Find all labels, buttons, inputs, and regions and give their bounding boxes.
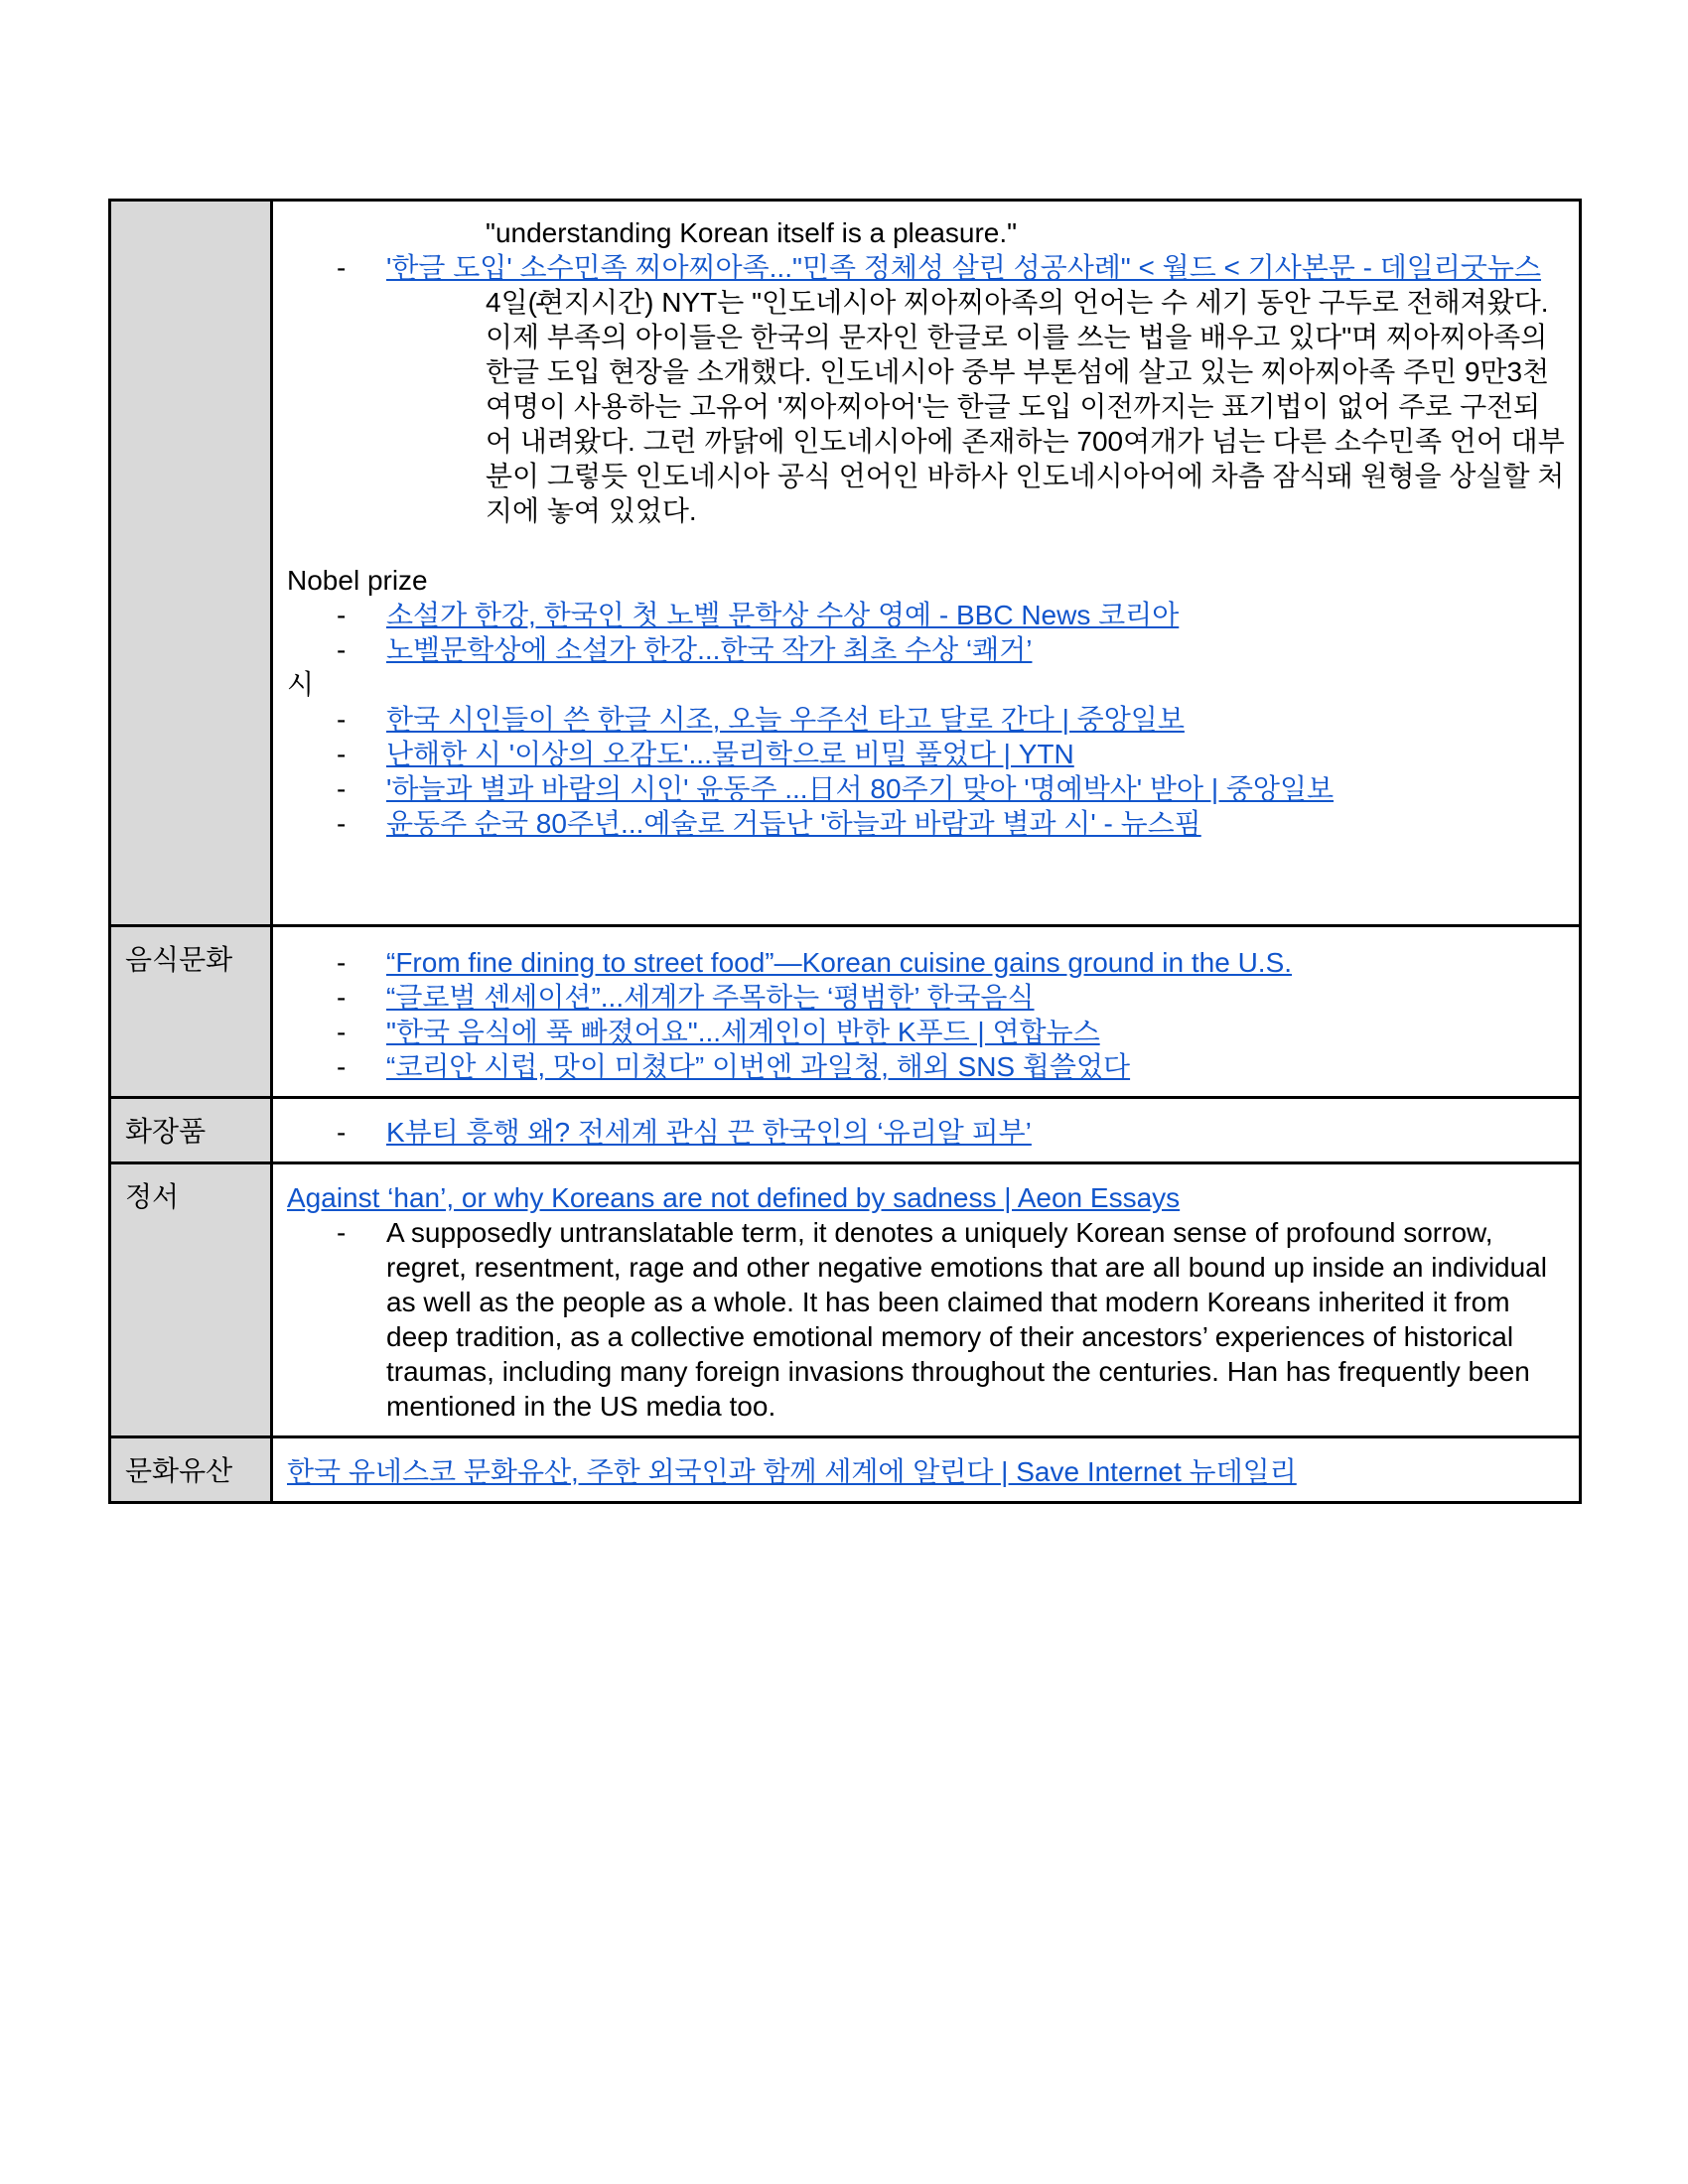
list-item [287,598,1565,632]
row-label-food: 음식문화 [110,926,272,1098]
link-jjiajjia[interactable]: '한글 도입' 소수민족 찌아찌아족..."민족 정체성 살린 성공사례" < 월드 < 기사본문 - 데일리굿뉴스 [386,252,1542,283]
content-table [108,199,1582,1504]
list-item [287,980,1565,1015]
poem-links [287,702,1565,841]
link-food-global[interactable]: “글로벌 센세이션”...세계가 주목하는 ‘평범한’ 한국음식 [386,982,1035,1013]
list-item [287,737,1565,771]
han-description: A supposedly untranslatable term, it denotes a uniquely Korean sense of profound sorrow, regret, resentment, rage and other negative emotions that are all bound up inside an individual as well as the people as a whole. It has been claimed that modern Koreans inherited it from deep tradition, as a collective emotional memory of their ancestors’ experiences of historical traumas, including many foreign invasions throughout the centuries. Han has frequently been mentioned in the US media too. [386,1217,1547,1422]
list-item [287,250,1565,528]
table-row [110,1437,1581,1503]
row-label-cosmetics: 화장품 [110,1098,272,1163]
row-label-empty [110,201,272,926]
quote-text: "understanding Korean itself is a pleasure." [486,217,1018,248]
table-row [110,201,1581,926]
link-unesco-heritage[interactable]: 한국 유네스코 문화유산, 주한 외국인과 함께 세계에 알린다 | Save Internet 뉴데일리 [287,1456,1297,1487]
list-item [386,285,1565,528]
list-item [287,806,1565,841]
link-list [287,250,1565,528]
row-label-emotion: 정서 [110,1163,272,1437]
table-row [110,1163,1581,1437]
row-content-cosmetics [272,1098,1581,1163]
table-row [110,1098,1581,1163]
list-item [287,702,1565,737]
row-content-food [272,926,1581,1098]
poem-heading: 시 [287,669,315,700]
nobel-heading: Nobel prize [287,565,428,596]
list-item [287,1115,1565,1150]
sub-list [386,285,1565,528]
link-nobel-hankang[interactable]: 노벨문학상에 소설가 한강...한국 작가 최초 수상 ‘쾌거’ [386,634,1033,665]
food-links [287,945,1565,1084]
link-food-syrup[interactable]: “코리안 시럽, 맛이 미쳤다” 이번엔 과일청, 해외 SNS 휩쓸었다 [386,1051,1131,1082]
jjiajjia-description: 4일(현지시간) NYT는 "인도네시아 찌아찌아족의 언어는 수 세기 동안 구두로 전해져왔다. 이제 부족의 아이들은 한국의 문자인 한글로 이를 쓰는 법을 배우고 있다"며 찌아찌아족의 한글 도입 현장을 소개했다. 인도네시아 중부 부톤섬에 살고 있는 찌아찌아족 주민 9만3천여명이 사용하는 고유어 '찌아찌아어'는 한글 도입 이전까지는 표기법이 없어 주로 구전되어 내려왔다. 그런 까닭에 인도네시아에 존재하는 700여개가 넘는 다른 소수민족 언어 대부분이 그렇듯 인도네시아 공식 언어인 바하사 인도네시아어에 차츰 잠식돼 원형을 상실할 처지에 놓여 있었다. [486,287,1565,526]
list-item [287,945,1565,980]
link-poem-yundongju[interactable]: '하늘과 별과 바람의 시인' 윤동주 ...日서 80주기 맞아 '명예박사' 받아 | 중앙일보 [386,773,1335,804]
row-label-heritage: 문화유산 [110,1437,272,1503]
link-food-us[interactable]: “From fine dining to street food”—Korean cuisine gains ground in the U.S. [386,947,1293,978]
nobel-links [287,598,1565,667]
link-poem-sijo[interactable]: 한국 시인들이 쓴 한글 시조, 오늘 우주선 타고 달로 간다 | 중앙일보 [386,704,1185,735]
link-food-kfood[interactable]: "한국 음식에 푹 빠졌어요"...세계인이 반한 K푸드 | 연합뉴스 [386,1017,1100,1047]
list-item [287,1215,1565,1424]
row-content-emotion [272,1163,1581,1437]
cosmetics-links [287,1115,1565,1150]
link-han-aeon[interactable]: Against ‘han’, or why Koreans are not defined by sadness | Aeon Essays [287,1182,1181,1213]
list-item [287,771,1565,806]
emotion-list [287,1215,1565,1424]
table-row [110,926,1581,1098]
list-item [287,1015,1565,1049]
row-content-heritage [272,1437,1581,1503]
link-kbeauty[interactable]: K뷰티 흥행 왜? 전세계 관심 끈 한국인의 ‘유리알 피부’ [386,1117,1032,1148]
link-poem-newspim[interactable]: 윤동주 순국 80주년...예술로 거듭난 '하늘과 바람과 별과 시' - 뉴스핌 [386,808,1201,839]
row-content-language [272,201,1581,926]
link-nobel-bbc[interactable]: 소설가 한강, 한국인 첫 노벨 문학상 수상 영예 - BBC News 코리아 [386,600,1180,630]
link-poem-yisang[interactable]: 난해한 시 '이상의 오감도'...물리학으로 비밀 풀었다 | YTN [386,739,1074,769]
list-item [287,632,1565,667]
list-item [287,1049,1565,1084]
